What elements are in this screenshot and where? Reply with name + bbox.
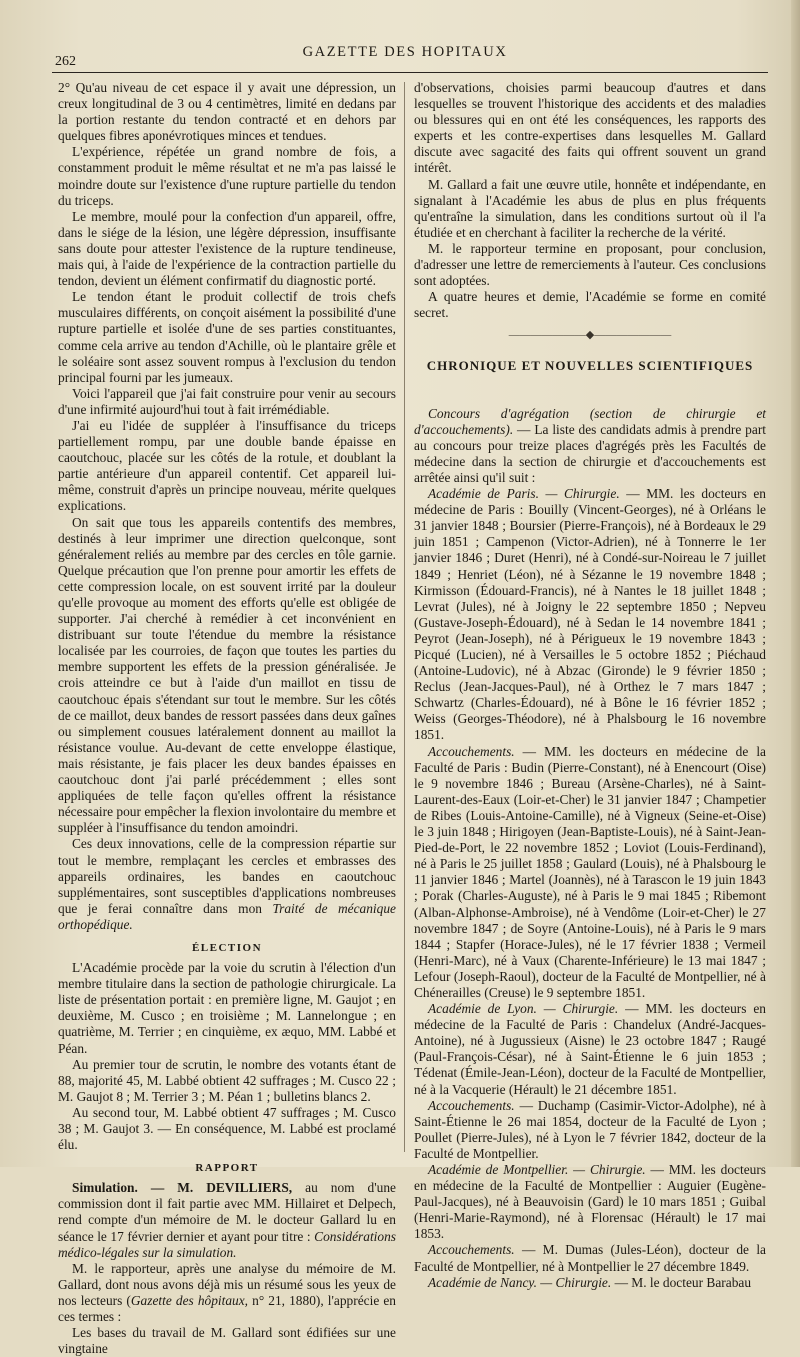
paragraph-text: Ces deux innovations, celle de la compression répartie sur tout le membre, remplaçant les cercles et embrasses des appareils ordinaires, les bandes en caoutchouc supplémentaires, sont susceptibles d'applications nombreuses que je ferai connaître dans mon bbox=[58, 836, 396, 916]
entry-lead: Académie de Nancy. — Chirurgie. bbox=[428, 1274, 612, 1290]
entry-lead: Concours d'agrégation (section de chirurgie et d'accouchements). bbox=[414, 405, 766, 437]
paragraph bbox=[414, 406, 766, 486]
entry-lead: Académie de Lyon. — Chirurgie. bbox=[428, 1001, 619, 1017]
paragraph: J'ai eu l'idée de suppléer à l'insuffisance du triceps partiellement rompu, par une double bande épaisse en caoutchouc, placée sur les côtés de la rotule, et doublant la partie antérieure d'un appareil contentif. Cet appareil lui-même, construit d'après un principe nouveau, mérite quelques explications. bbox=[58, 417, 396, 514]
paragraph-text: au nom d'une commission dont il fait partie avec MM. Hillairet et Delpech, rend compte d'un mémoire de M. le docteur Gallard lu en séance le 17 février dernier et ayant pour titre : bbox=[58, 1180, 397, 1244]
paragraph: M. le rapporteur termine en proposant, pour conclusion, d'adresser une lettre de remerciements à l'auteur. Ces conclusions sont adoptées. bbox=[414, 240, 766, 289]
paragraph: Le tendon étant le produit collectif de trois chefs musculaires différents, on conçoit aisément la possibilité d'une rupture partielle et isolée d'une de ses parties constituantes, comme cela arrive au tendon d'Achille, où le plantaire grêle et le soléaire sont assez souvent rompus à l'exclusion du tendon principal fourni par les jumeaux. bbox=[58, 289, 396, 385]
entry-lead: Académie de Montpellier. — Chirurgie. bbox=[428, 1162, 646, 1177]
paragraph: Au second tour, M. Labbé obtient 47 suffrages ; M. Cusco 38 ; M. Gaujot 3. — En conséquence, M. Labbé est proclamé élu. bbox=[58, 1104, 396, 1153]
section-heading-chronique: CHRONIQUE ET NOUVELLES SCIENTIFIQUES bbox=[426, 357, 754, 373]
left-column bbox=[58, 80, 396, 1357]
header-rule bbox=[52, 72, 768, 73]
paragraph: On sait que tous les appareils contentifs des membres, destinés à leur imprimer une direction quelconque, sont généralement reliés au membre par des cercles en tôle garnie. Quelque précaution que l'on prenne pour amortir les effets de cette compression locale, on est souvent irrité par la douleur qu'elle provoque au moment des efforts qu'elle est obligée de supporter. J'ai cherché à remédier à cet inconvénient en distribuant sur toute l'étendue du membre la résistance localisée par les courroies, de façon que toutes les parties du membre supportent les effets de la pression généralisée. Je crois atteindre ce but à l'aide d'un maillot en tissu de caoutchouc épais s'étendant sur tout le membre. Sur les côtés de ce maillot, deux bandes de ressort passées dans deux gaînes ou simplement cousues latéralement donnent au maillot la résistance voulue. Au-devant de cette enveloppe élastique, mais résistante, je fais placer les deux bandes épaisses en caoutchouc dont j'ai parlé précédemment ; elles sont appliquées de telle façon qu'elles offrent la résistance nécessaire pour empêcher la flexion involontaire du membre et suppléer à l'insuffisance du tendon amoindri. bbox=[58, 514, 396, 836]
book-title: Traité de mécanique orthopédique. bbox=[58, 900, 396, 932]
section-heading-rapport: RAPPORT bbox=[195, 1162, 259, 1175]
paragraph-text: — MM. les docteurs en médecine de la Faculté de Paris : Chandelux (André-Jacques-Antoine), né à Jugussieux (Aisne) le 23 octobre 1847 ; Raugé (Paul-François-César), né à Saint-Étienne le 6 juin 1853 ; Tédenat (Émile-Jean-Léon), docteur de la Faculté de Montpellier, né à la Vacquerie (Hérault) le 21 décembre 1851. bbox=[414, 1001, 766, 1097]
paragraph bbox=[58, 836, 396, 933]
paragraph: Le membre, moulé pour la confection d'un appareil, offre, dans le siége de la lésion, une légère dépression, insuffisante sans doute pour attester l'existence de la rupture tendineuse, mais qui, à l'aide de l'expérience de la contraction partielle du tendon, devient un élément confirmatif du diagnostic porté. bbox=[58, 208, 396, 289]
paragraph bbox=[414, 744, 766, 1002]
paragraph: Voici l'appareil que j'ai fait construire pour venir au secours d'une infirmité aujourd'hui tout à fait irrémédiable. bbox=[58, 385, 396, 417]
paragraph-text: M. le rapporteur, après une analyse du mémoire de M. Gallard, dont nous avons déjà mis un résumé sous les yeux de nos lecteurs ( bbox=[58, 1260, 396, 1308]
page-edge bbox=[791, 0, 800, 1167]
paragraph: Au premier tour de scrutin, le nombre des votants étant de 88, majorité 45, M. Labbé obtient 42 suffrages ; M. Cusco 22 ; M. Gaujot 8 ; M. Terrier 3 ; M. Péan 1 ; bulletins blancs 2. bbox=[58, 1056, 396, 1104]
right-column bbox=[414, 80, 766, 1291]
paragraph: Les bases du travail de M. Gallard sont édifiées sur une vingtaine bbox=[58, 1325, 396, 1357]
paragraph bbox=[414, 1242, 766, 1274]
paragraph-text: — MM. les docteurs en médecine de la Faculté de Paris : Budin (Pierre-Constant), né à Enencourt (Oise) le 9 novembre 1846 ; Bureau (Arsène-Charles), né à Saint-Laurent-des-Eaux (Loir-et-Cher) le 31 janvier 1847 ; Champetier de Ribes (Louis-Antoine-Camille), né à Vigneux (Seine-et-Oise) le 3 juin 1848 ; Hirigoyen (Jean-Baptiste-Louis), né à Saint-Jean-Pied-de-Port, le 22 novembre 1852 ; Loviot (Louis-Ferdinand), né à Paris le 25 juillet 1858 ; Gaulard (Louis), né à Phalsbourg le 11 janvier 1846 ; Martel (Joannès), né à Tarascon le 19 juin 1843 ; Porak (Charles-Auguste), né à Paris le 9 mai 1845 ; Ribemont (Alban-Alphonse-Ambroise), né à Vendôme (Loir-et-Cher) le 27 novembre 1847 ; de Soyre (Antoine-Louis), né à Paris le 9 mars 1844 ; Stapfer (Horace-Jules), né le 17 février 1838 ; Vermeil (Henri-Marc), né à Vaux (Charente-Inférieure) le 13 mai 1847 ; Lefour (Joseph-Raoul), docteur de la Faculté de Montpellier, né à Chénerailles (Creuse) le 9 septembre 1851. bbox=[414, 743, 766, 1000]
section-heading-election: ÉLECTION bbox=[191, 941, 263, 954]
paragraph: L'Académie procède par la voie du scrutin à l'élection d'un membre titulaire dans la section de pathologie chirurgicale. La liste de présentation portait : en première ligne, M. Gaujot ; en deuxième, M. Cusco ; en troisième ; M. Lannelongue ; en quatrième, M. Terrier ; en cinquième, ex æquo, MM. Labbé et Péan. bbox=[58, 960, 396, 1056]
running-head: GAZETTE DES HOPITAUX bbox=[302, 44, 508, 60]
paragraph-text: — MM. les docteurs en médecine de Paris : Bouilly (Vincent-Georges), né à Orléans le 31 janvier 1848 ; Boursier (Pierre-François), né à Bordeaux le 29 juin 1851 ; Campenon (Victor-Adrien), né à Tonnerre le 1er janvier 1846 ; Duret (Henri), né à Condé-sur-Noireau le 7 juillet 1849 ; Henriet (Léon), né à Sézanne le 19 novembre 1848 ; Kirmisson (Édouard-Francis), né à Nantes le 18 juillet 1848 ; Levrat (Jules), né à Joigny le 22 septembre 1850 ; Nepveu (Gustave-Joseph-Édouard), né à Sedan le 14 novembre 1841 ; Peyrot (Jean-Joseph), né à Périgueux le 19 novembre 1843 ; Picqué (Lucien), né à Versailles le 5 octobre 1852 ; Piéchaud (Antoine-Ludovic), né à Abzac (Gironde) le 9 février 1850 ; Reclus (Jean-Jacques-Paul), né à Orthez le 7 mars 1847 ; Schwartz (Charles-Édouard), né à Bône le 16 février 1852 ; Weiss (Georges-Théodore), né à Phalsbourg le 16 novembre 1851. bbox=[414, 486, 766, 743]
entry-lead: Accouchements. bbox=[428, 1097, 515, 1113]
paragraph bbox=[414, 1275, 766, 1291]
entry-lead: Accouchements. bbox=[428, 743, 515, 759]
paragraph-text: — Duchamp (Casimir-Victor-Adolphe), né à Saint-Étienne le 26 mai 1854, docteur de la Faculté de Lyon ; Poullet (Pierre-Jules), né à Lyon le 7 février 1842, docteur de la Faculté de Montpellier. bbox=[414, 1097, 766, 1161]
paragraph-text: n° 21, 1880), l'apprécie en ces termes : bbox=[58, 1292, 396, 1325]
paragraph-text: — M. Dumas (Jules-Léon), docteur de la Faculté de Montpellier, né à Montpellier le 27 décembre 1849. bbox=[414, 1242, 766, 1274]
paragraph-text: — M. le docteur Barabau bbox=[611, 1274, 752, 1290]
paragraph: A quatre heures et demie, l'Académie se forme en comité secret. bbox=[414, 289, 766, 321]
entry-lead: Académie de Paris. — Chirurgie. bbox=[428, 486, 620, 502]
entry-lead: Accouchements. bbox=[428, 1242, 515, 1258]
page-header bbox=[55, 44, 755, 68]
paragraph bbox=[414, 486, 766, 744]
page-number: 262 bbox=[55, 54, 76, 69]
paragraph: d'observations, choisies parmi beaucoup d'autres et dans lesquelles se trouvent l'historique des accidents et des maladies ou blessures qui en ont été les conséquences, les rapports des experts et les contre-expertises dans lesquelles M. Gallard discute avec sagacité des faits qui offrent souvent un grand intérêt. bbox=[414, 80, 766, 176]
paragraph: 2° Qu'au niveau de cet espace il y avait une dépression, un creux longitudinal de 3 ou 4 centimètres, limité en dedans par la portion restante du tendon contracté et en dehors par quelques fibres aponévrotiques minces et tendues. bbox=[58, 80, 396, 144]
paragraph-text: — MM. les docteurs en médecine de la Faculté de Montpellier : Auguier (Eugène-Paul-Jacques), né à Beauvoisin (Gard) le 10 mars 1851 ; Guibal (Henri-Marie-Raymond), né à Florensac (Hérault) le 17 mai 1853. bbox=[414, 1162, 767, 1242]
column-divider bbox=[404, 82, 405, 1152]
ornament-divider: ———————◆——————— bbox=[508, 329, 672, 342]
paragraph bbox=[414, 1001, 766, 1098]
memoir-title: Considérations médico-légales sur la simulation. bbox=[58, 1228, 396, 1260]
paragraph: M. Gallard a fait une œuvre utile, honnête et indépendante, en signalant à l'Académie les abus de plus en plus fréquents qu'entraîne la simulation, dans les conditions surtout où il l'a étudiée et en cherchant à faciliter la recherche de la vérité. bbox=[414, 176, 766, 240]
report-lead: Simulation. — M. DEVILLIERS, bbox=[72, 1180, 293, 1196]
citation: Gazette des hôpitaux, bbox=[130, 1292, 249, 1308]
paragraph bbox=[414, 1162, 766, 1242]
paragraph bbox=[414, 1098, 766, 1162]
paragraph bbox=[58, 1180, 396, 1260]
paragraph bbox=[58, 1261, 396, 1325]
paragraph: L'expérience, répétée un grand nombre de fois, a constamment produit le même résultat et ne m'a pas laissé le moindre doute sur l'existence d'une rupture partielle du tendon du triceps. bbox=[58, 144, 396, 208]
paragraph-text: — La liste des candidats admis à prendre part au concours pour treize places d'agrégés près les Facultés de médecine dans la section de chirurgie et d'accouchements est arrêtée ainsi qu'il suit : bbox=[414, 421, 766, 485]
